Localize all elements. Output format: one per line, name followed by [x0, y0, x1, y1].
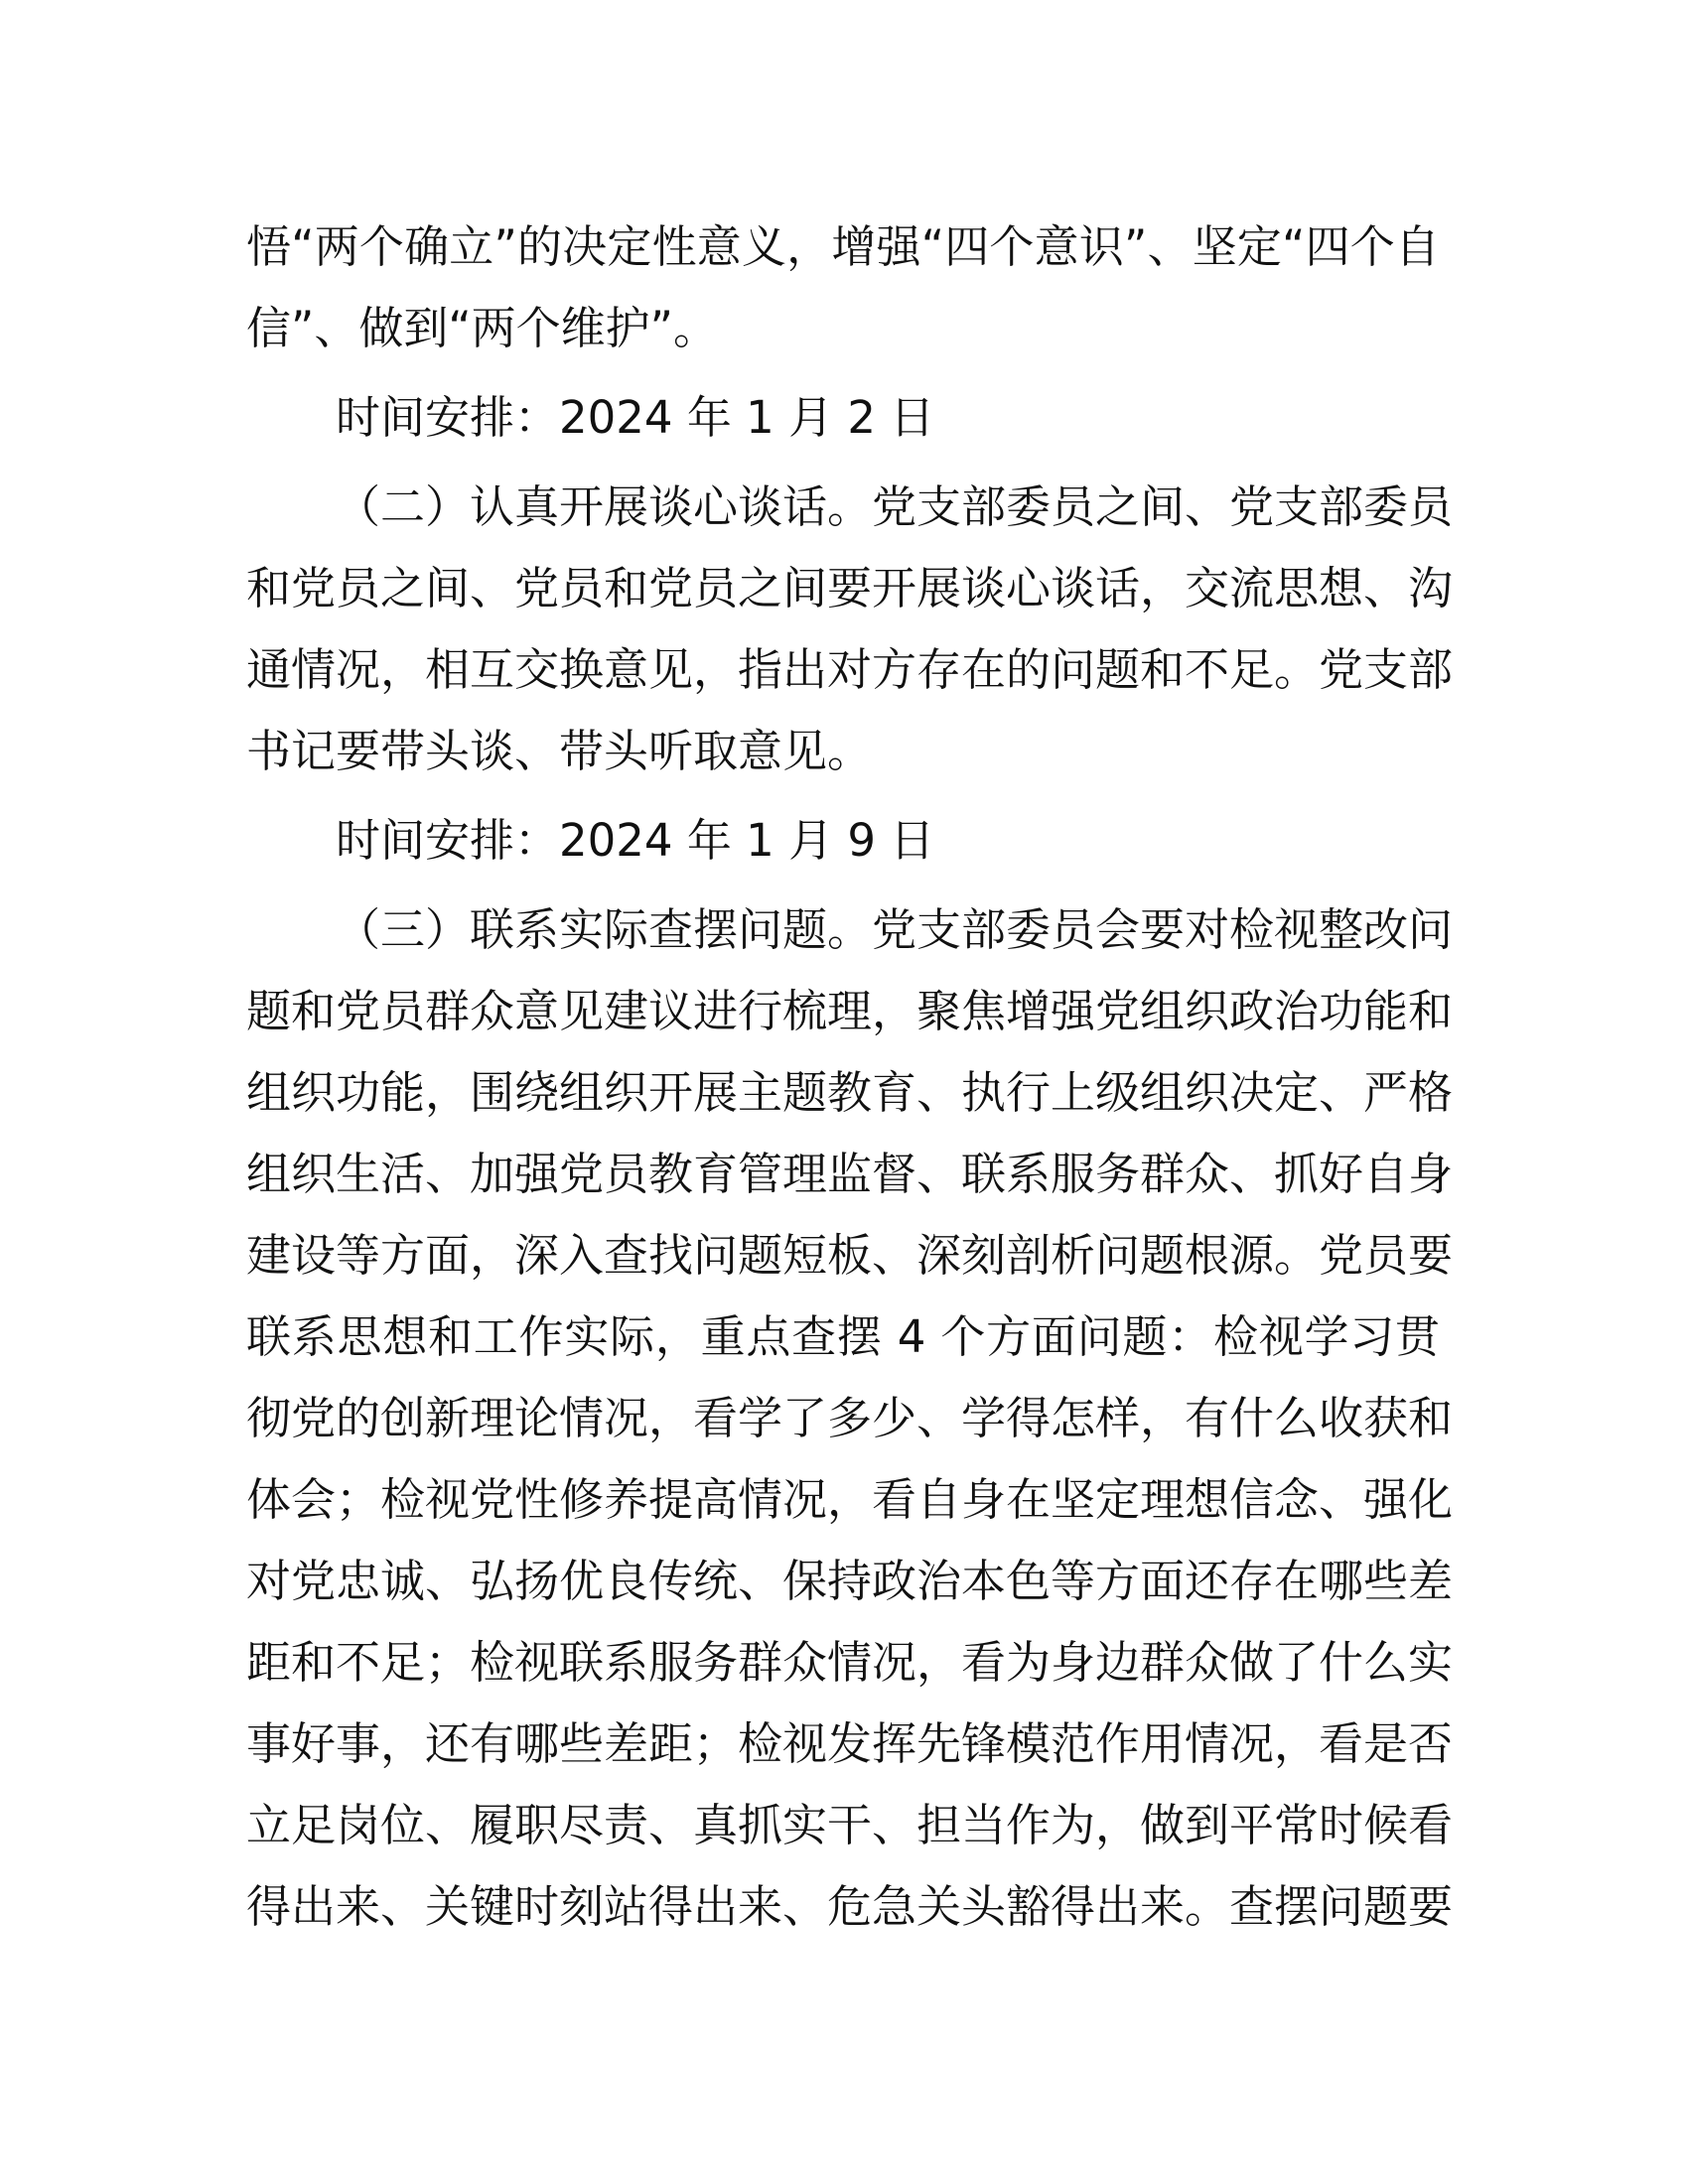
paragraph-2	[246, 467, 1454, 792]
paragraph-3-line-12: 立足岗位、履职尽责、真抓实干、担当作为，做到平常时候看	[246, 1799, 1454, 1851]
paragraph-2-line-3: 通情况，相互交换意见，指出对方存在的问题和不足。党支部	[246, 643, 1454, 696]
paragraph-3-line-4: 组织生活、加强党员教育管理监督、联系服务群众、抓好自身	[246, 1148, 1454, 1200]
paragraph-1-line-2: 信”、做到“两个维护”。	[246, 302, 718, 354]
paragraph-3-line-2: 题和党员群众意见建议进行梳理，聚焦增强党组织政治功能和	[246, 985, 1454, 1037]
paragraph-2-line-4: 书记要带头谈、带头听取意见。	[246, 725, 873, 777]
paragraph-2-line-2: 和党员之间、党员和党员之间要开展谈心谈话，交流思想、沟	[246, 562, 1454, 614]
paragraph-1-line-1: 悟“两个确立”的决定性意义，增强“四个意识”、坚定“四个自	[246, 220, 1440, 273]
paragraph-3-line-13: 得出来、关键时刻站得出来、危急关头豁得出来。查摆问题要	[246, 1880, 1454, 1933]
paragraph-3-line-8: 体会；检视党性修养提高情况，看自身在坚定理想信念、强化	[246, 1473, 1454, 1526]
paragraph-3-line-10: 距和不足；检视联系服务群众情况，看为身边群众做了什么实	[246, 1636, 1454, 1689]
schedule-1: 时间安排：2024 年 1 月 2 日	[336, 391, 935, 444]
document-body	[246, 206, 1454, 1948]
paragraph-3-line-6: 联系思想和工作实际，重点查摆 4 个方面问题：检视学习贯	[246, 1310, 1440, 1363]
paragraph-3-line-5: 建设等方面，深入查找问题短板、深刻剖析问题根源。党员要	[246, 1229, 1454, 1282]
paragraph-2-line-1: （二）认真开展谈心谈话。党支部委员之间、党支部委员	[336, 480, 1454, 533]
paragraph-1	[246, 206, 1440, 369]
paragraph-spacer	[246, 369, 1440, 377]
paragraph-spacer	[246, 792, 1440, 800]
schedule-2: 时间安排：2024 年 1 月 9 日	[336, 814, 935, 867]
paragraph-3	[246, 889, 1454, 1948]
paragraph-3-line-11: 事好事，还有哪些差距；检视发挥先锋模范作用情况，看是否	[246, 1717, 1454, 1770]
paragraph-spacer	[246, 882, 1440, 889]
paragraph-3-line-3: 组织功能，围绕组织开展主题教育、执行上级组织决定、严格	[246, 1066, 1454, 1119]
paragraph-3-line-1: （三）联系实际查摆问题。党支部委员会要对检视整改问	[336, 903, 1454, 956]
paragraph-spacer	[246, 459, 1440, 467]
paragraph-3-line-7: 彻党的创新理论情况，看学了多少、学得怎样，有什么收获和	[246, 1392, 1454, 1444]
paragraph-3-line-9: 对党忠诚、弘扬优良传统、保持政治本色等方面还存在哪些差	[246, 1555, 1454, 1607]
